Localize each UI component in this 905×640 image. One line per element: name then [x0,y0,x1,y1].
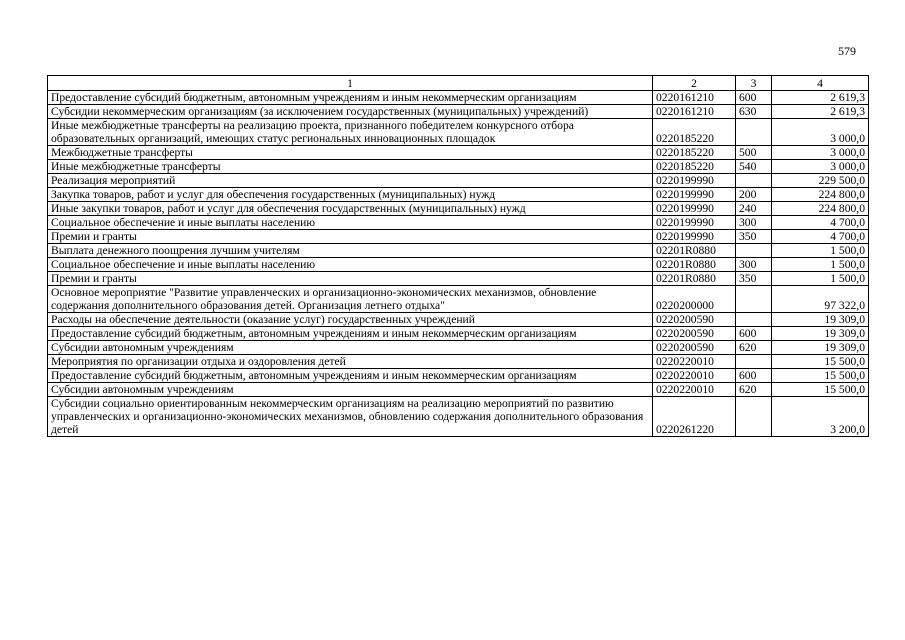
row-code-cell: 0220261220 [653,397,736,437]
row-amount-cell: 1 500,0 [772,272,869,286]
table-row [48,244,869,258]
row-amount-cell: 97 322,0 [772,286,869,313]
row-amount-cell: 15 500,0 [772,355,869,369]
row-code-cell: 0220200590 [653,313,736,327]
row-code-cell: 0220199990 [653,202,736,216]
row-name-cell: Премии и гранты [48,272,653,286]
row-amount-cell: 3 000,0 [772,146,869,160]
row-code-cell: 0220185220 [653,160,736,174]
row-code-cell: 0220220010 [653,355,736,369]
row-code-cell: 0220185220 [653,119,736,146]
row-name-cell: Иные закупки товаров, работ и услуг для обеспечения государственных (муниципальных) нужд [48,202,653,216]
row-amount-cell: 1 500,0 [772,258,869,272]
row-name-cell: Иные межбюджетные трансферты [48,160,653,174]
table-row [48,397,869,437]
row-name-cell: Основное мероприятие "Развитие управленческих и организационно-экономических механизмов, обновление содержания дополнительного образования детей. Организация летнего отдыха" [48,286,653,313]
row-type-cell: 600 [736,327,772,341]
row-name-cell: Субсидии некоммерческим организациям (за исключением государственных (муниципальных) учреждений) [48,105,653,119]
table-row [48,369,869,383]
row-type-cell: 200 [736,188,772,202]
row-name-cell: Мероприятия по организации отдыха и оздоровления детей [48,355,653,369]
table-row [48,91,869,105]
row-type-cell: 600 [736,91,772,105]
row-type-cell [736,313,772,327]
column-header-amount: 4 [772,76,869,91]
column-header-name: 1 [48,76,653,91]
row-type-cell: 350 [736,272,772,286]
budget-table [47,75,869,437]
row-code-cell: 0220185220 [653,146,736,160]
table-row [48,119,869,146]
row-code-cell: 0220199990 [653,216,736,230]
page-number: 579 [838,44,856,58]
row-name-cell: Субсидии социально ориентированным некоммерческим организациям на реализацию мероприятий по развитию управленческих и организационно-экономических механизмов, обновлению содержания дополнительного образования детей [48,397,653,437]
row-code-cell: 0220161210 [653,91,736,105]
row-name-cell: Субсидии автономным учреждениям [48,383,653,397]
table-row [48,383,869,397]
row-code-cell: 02201R0880 [653,272,736,286]
row-code-cell: 0220220010 [653,383,736,397]
row-amount-cell: 1 500,0 [772,244,869,258]
row-type-cell: 600 [736,369,772,383]
row-amount-cell: 15 500,0 [772,383,869,397]
row-amount-cell: 224 800,0 [772,202,869,216]
row-type-cell: 630 [736,105,772,119]
row-code-cell: 0220199990 [653,174,736,188]
table-header-row [48,76,869,91]
table-row [48,258,869,272]
row-amount-cell: 19 309,0 [772,313,869,327]
table-row [48,188,869,202]
row-code-cell: 0220220010 [653,369,736,383]
row-type-cell [736,286,772,313]
row-name-cell: Иные межбюджетные трансферты на реализацию проекта, признанного победителем конкурсного отбора образовательных организаций, имеющих статус региональных инновационных площадок [48,119,653,146]
row-type-cell [736,119,772,146]
row-amount-cell: 3 000,0 [772,160,869,174]
table-row [48,174,869,188]
table-row [48,355,869,369]
row-name-cell: Закупка товаров, работ и услуг для обеспечения государственных (муниципальных) нужд [48,188,653,202]
row-code-cell: 0220200590 [653,327,736,341]
row-name-cell: Премии и гранты [48,230,653,244]
row-name-cell: Межбюджетные трансферты [48,146,653,160]
row-code-cell: 0220200000 [653,286,736,313]
row-amount-cell: 19 309,0 [772,327,869,341]
row-code-cell: 02201R0880 [653,258,736,272]
row-name-cell: Расходы на обеспечение деятельности (оказание услуг) государственных учреждений [48,313,653,327]
row-type-cell [736,174,772,188]
row-amount-cell: 4 700,0 [772,216,869,230]
row-type-cell [736,397,772,437]
table-row [48,327,869,341]
row-amount-cell: 2 619,3 [772,105,869,119]
row-type-cell: 300 [736,258,772,272]
row-name-cell: Предоставление субсидий бюджетным, автономным учреждениям и иным некоммерческим организациям [48,369,653,383]
row-amount-cell: 15 500,0 [772,369,869,383]
row-name-cell: Предоставление субсидий бюджетным, автономным учреждениям и иным некоммерческим организациям [48,327,653,341]
row-type-cell [736,355,772,369]
row-amount-cell: 3 000,0 [772,119,869,146]
row-name-cell: Реализация мероприятий [48,174,653,188]
table-row [48,230,869,244]
table-row [48,202,869,216]
column-header-code: 2 [653,76,736,91]
row-type-cell [736,244,772,258]
row-name-cell: Социальное обеспечение и иные выплаты населению [48,258,653,272]
row-name-cell: Социальное обеспечение и иные выплаты населению [48,216,653,230]
table-row [48,313,869,327]
row-amount-cell: 224 800,0 [772,188,869,202]
row-code-cell: 0220161210 [653,105,736,119]
column-header-type: 3 [736,76,772,91]
row-name-cell: Субсидии автономным учреждениям [48,341,653,355]
row-amount-cell: 4 700,0 [772,230,869,244]
table-row [48,272,869,286]
table-row [48,146,869,160]
table-row [48,341,869,355]
row-type-cell: 620 [736,341,772,355]
row-name-cell: Выплата денежного поощрения лучшим учителям [48,244,653,258]
row-type-cell: 620 [736,383,772,397]
row-code-cell: 0220200590 [653,341,736,355]
row-amount-cell: 229 500,0 [772,174,869,188]
row-amount-cell: 2 619,3 [772,91,869,105]
row-amount-cell: 19 309,0 [772,341,869,355]
table-row [48,105,869,119]
row-type-cell: 540 [736,160,772,174]
row-type-cell: 350 [736,230,772,244]
row-name-cell: Предоставление субсидий бюджетным, автономным учреждениям и иным некоммерческим организациям [48,91,653,105]
row-code-cell: 0220199990 [653,230,736,244]
table-row [48,286,869,313]
row-type-cell: 300 [736,216,772,230]
table-row [48,160,869,174]
row-type-cell: 240 [736,202,772,216]
row-code-cell: 0220199990 [653,188,736,202]
table-row [48,216,869,230]
row-amount-cell: 3 200,0 [772,397,869,437]
row-type-cell: 500 [736,146,772,160]
row-code-cell: 02201R0880 [653,244,736,258]
